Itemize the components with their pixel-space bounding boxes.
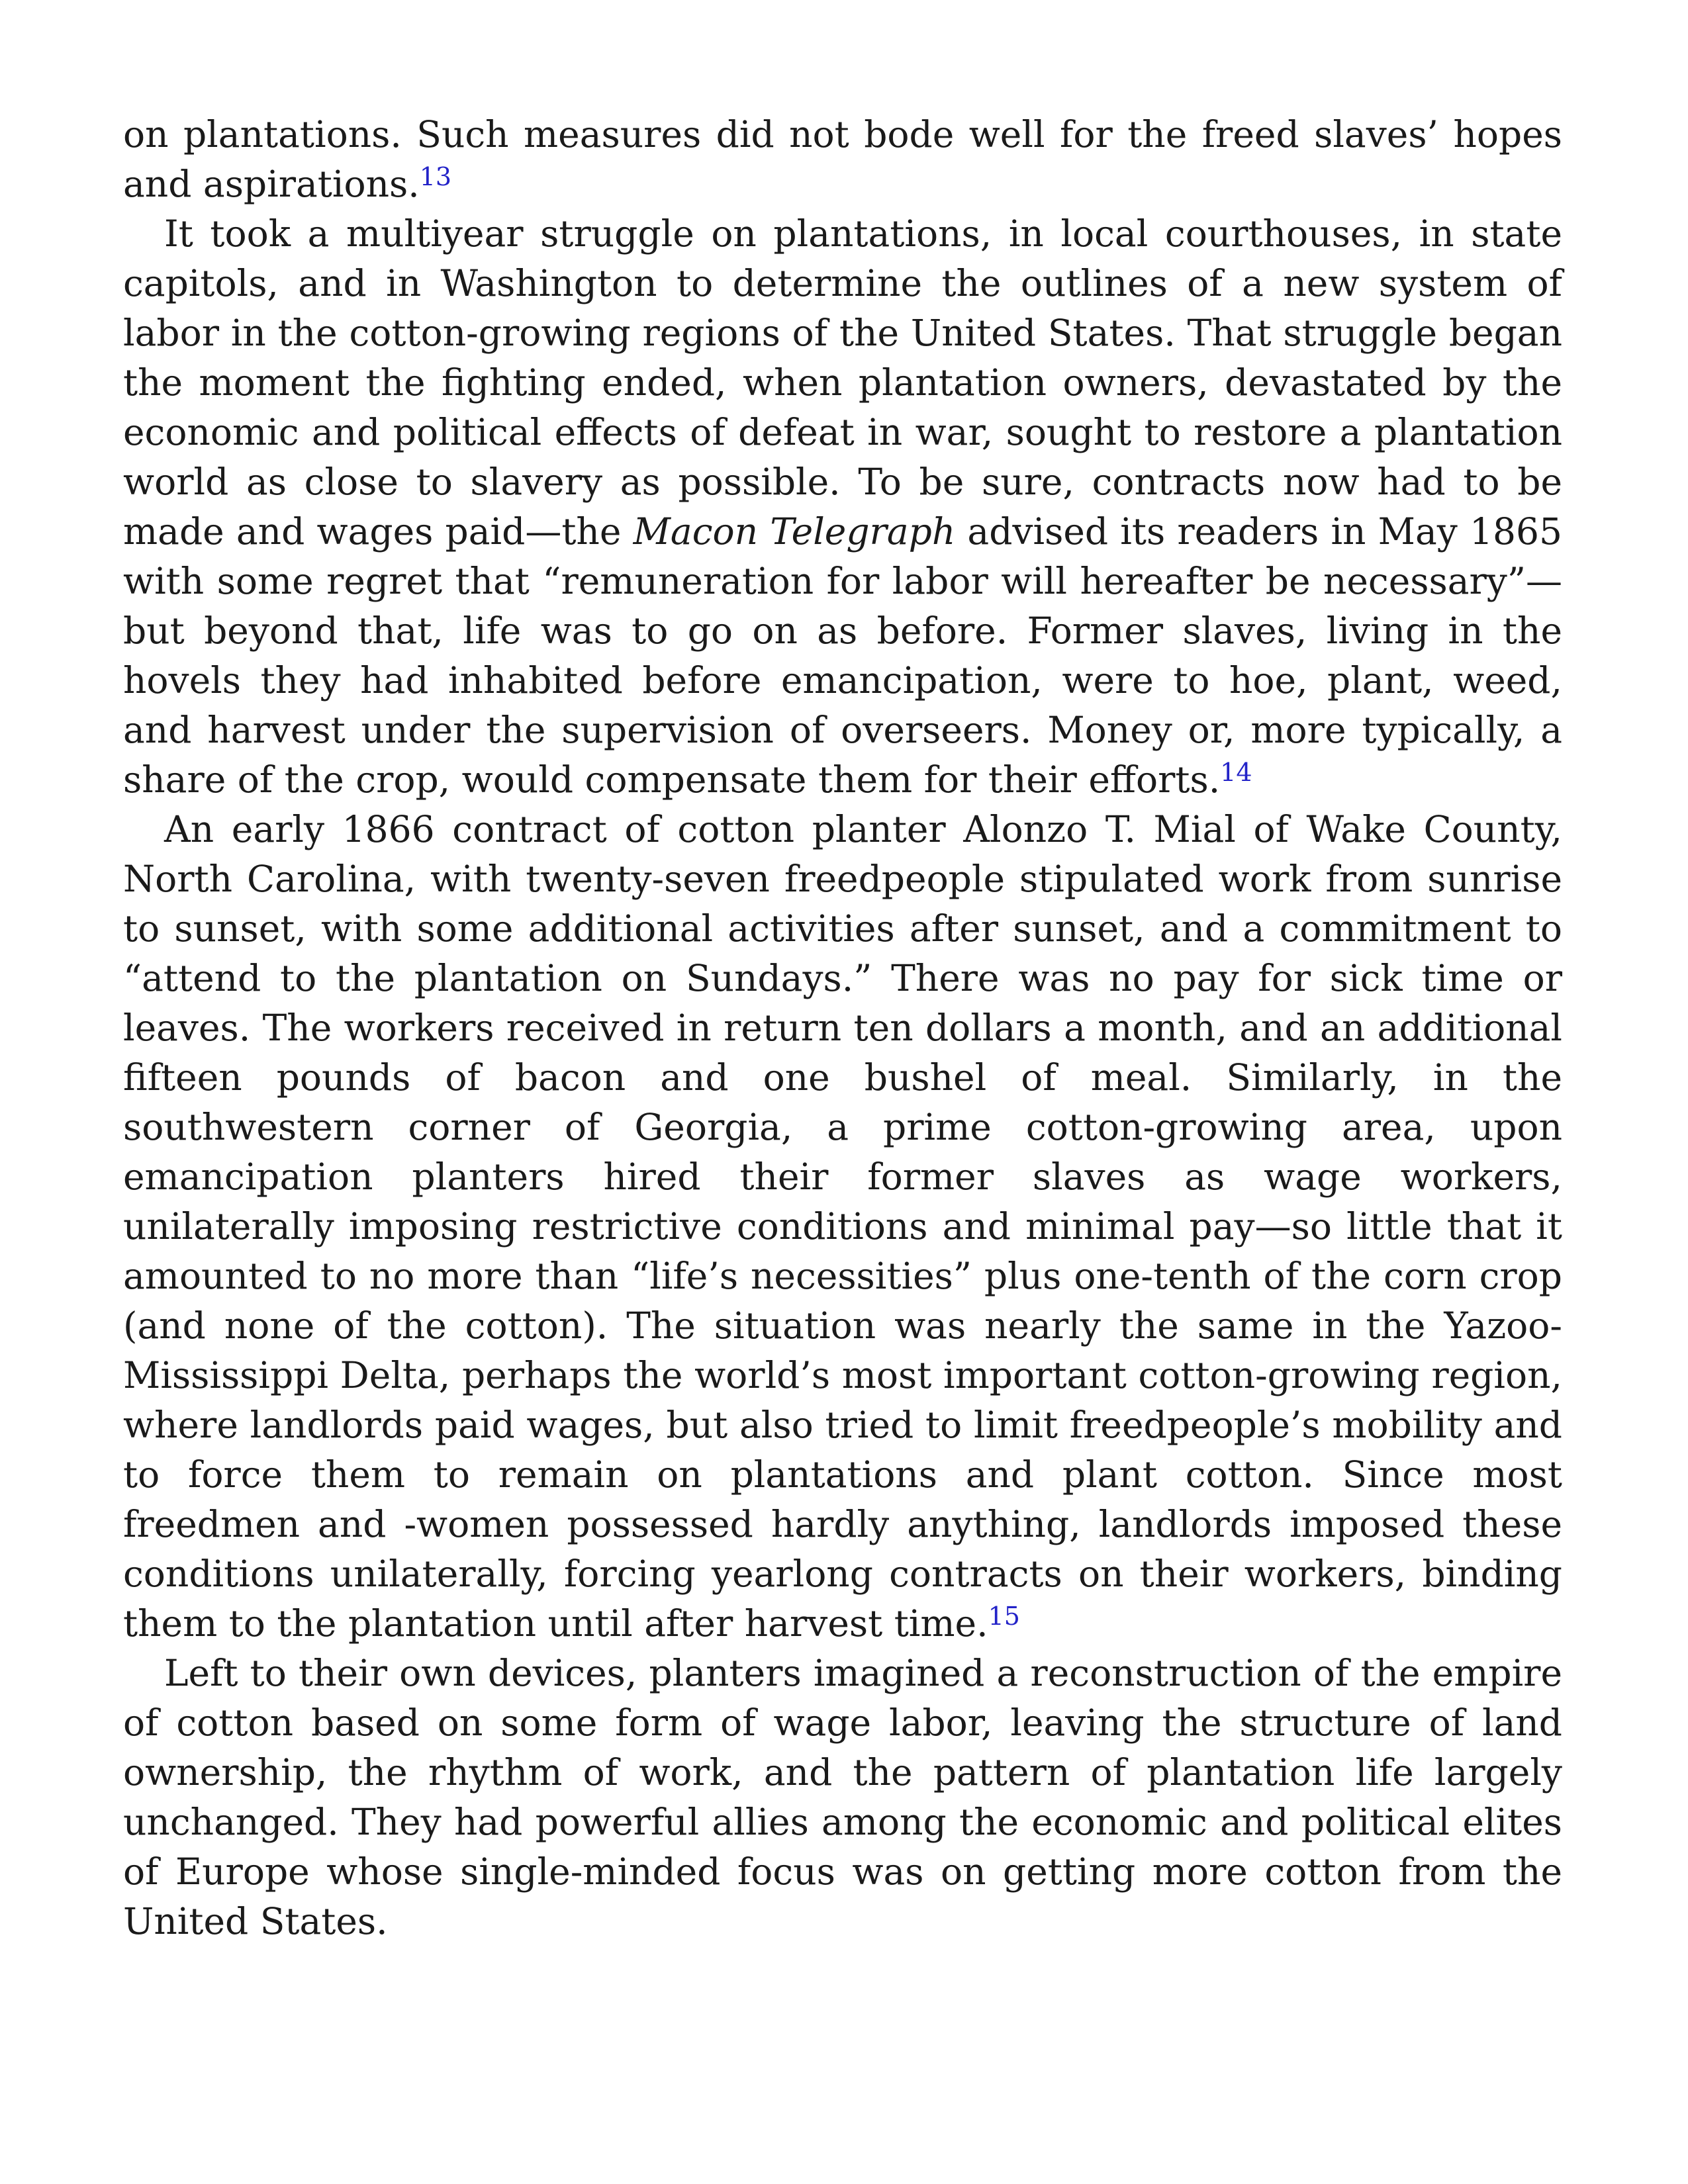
- paragraph-3: [123, 805, 1562, 1649]
- paragraph-2: [123, 209, 1562, 805]
- footnote-13-link[interactable]: 13: [419, 162, 452, 191]
- paragraph-4-text: Left to their own devices, planters imagined a reconstruction of the empire of cotton based on some form of wage labor, leaving the structure of land ownership, the rhythm of work, and the pattern of plantation life largely unchanged. They had powerful allies among the economic and political elites of Europe whose single-minded focus was on getting more cotton from the United States.: [123, 1652, 1562, 1942]
- footnote-14-link[interactable]: 14: [1220, 758, 1252, 787]
- paragraph-2-text-end: advised its readers in May 1865 with some regret that “remuneration for labor will hereafter be necessary”—but beyond that, life was to go on as before. Former slaves, living in the hovels they had inhabited before emancipation, were to hoe, plant, weed, and harvest under the supervision of overseers. Money or, more typically, a share of the crop, would compensate them for their efforts.: [123, 510, 1562, 801]
- paragraph-3-text: An early 1866 contract of cotton planter Alonzo T. Mial of Wake County, North Carolina, with twenty-seven freedpeople stipulated work from sunrise to sunset, with some additional activities after sunset, and a commitment to “attend to the plantation on Sundays.” There was no pay for sick time or leaves. The workers received in return ten dollars a month, and an additional fifteen pounds of bacon and one bushel of meal. Similarly, in the southwestern corner of Georgia, a prime cotton-growing area, upon emancipation planters hired their former slaves as wage workers, unilaterally imposing restrictive conditions and minimal pay—so little that it amounted to no more than “life’s necessities” plus one-tenth of the corn crop (and none of the cotton). The situation was nearly the same in the Yazoo-Mississippi Delta, perhaps the world’s most important cotton-growing region, where landlords paid wages, but also tried to limit freedpeople’s mobility and to force them to remain on plantations and plant cotton. Since most freedmen and -women possessed hardly anything, landlords imposed these conditions unilaterally, forcing yearlong contracts on their workers, binding them to the plantation until after harvest time.: [123, 808, 1562, 1645]
- paragraph-1-text: on plantations. Such measures did not bode well for the freed slaves’ hopes and aspirations.: [123, 113, 1562, 205]
- footnote-15-link[interactable]: 15: [988, 1602, 1020, 1631]
- paragraph-4: [123, 1649, 1562, 1946]
- paragraph-2-text-start: It took a multiyear struggle on plantations, in local courthouses, in state capitols, and in Washington to determine the outlines of a new system of labor in the cotton-growing regions of the United States. That struggle began the moment the fighting ended, when plantation owners, devastated by the economic and political effects of defeat in war, sought to restore a plantation world as close to slavery as possible. To be sure, contracts now had to be made and wages paid—the: [123, 212, 1562, 553]
- paragraph-1: [123, 110, 1562, 209]
- newspaper-title: Macon Telegraph: [633, 510, 956, 553]
- book-page-body: [123, 110, 1562, 1946]
